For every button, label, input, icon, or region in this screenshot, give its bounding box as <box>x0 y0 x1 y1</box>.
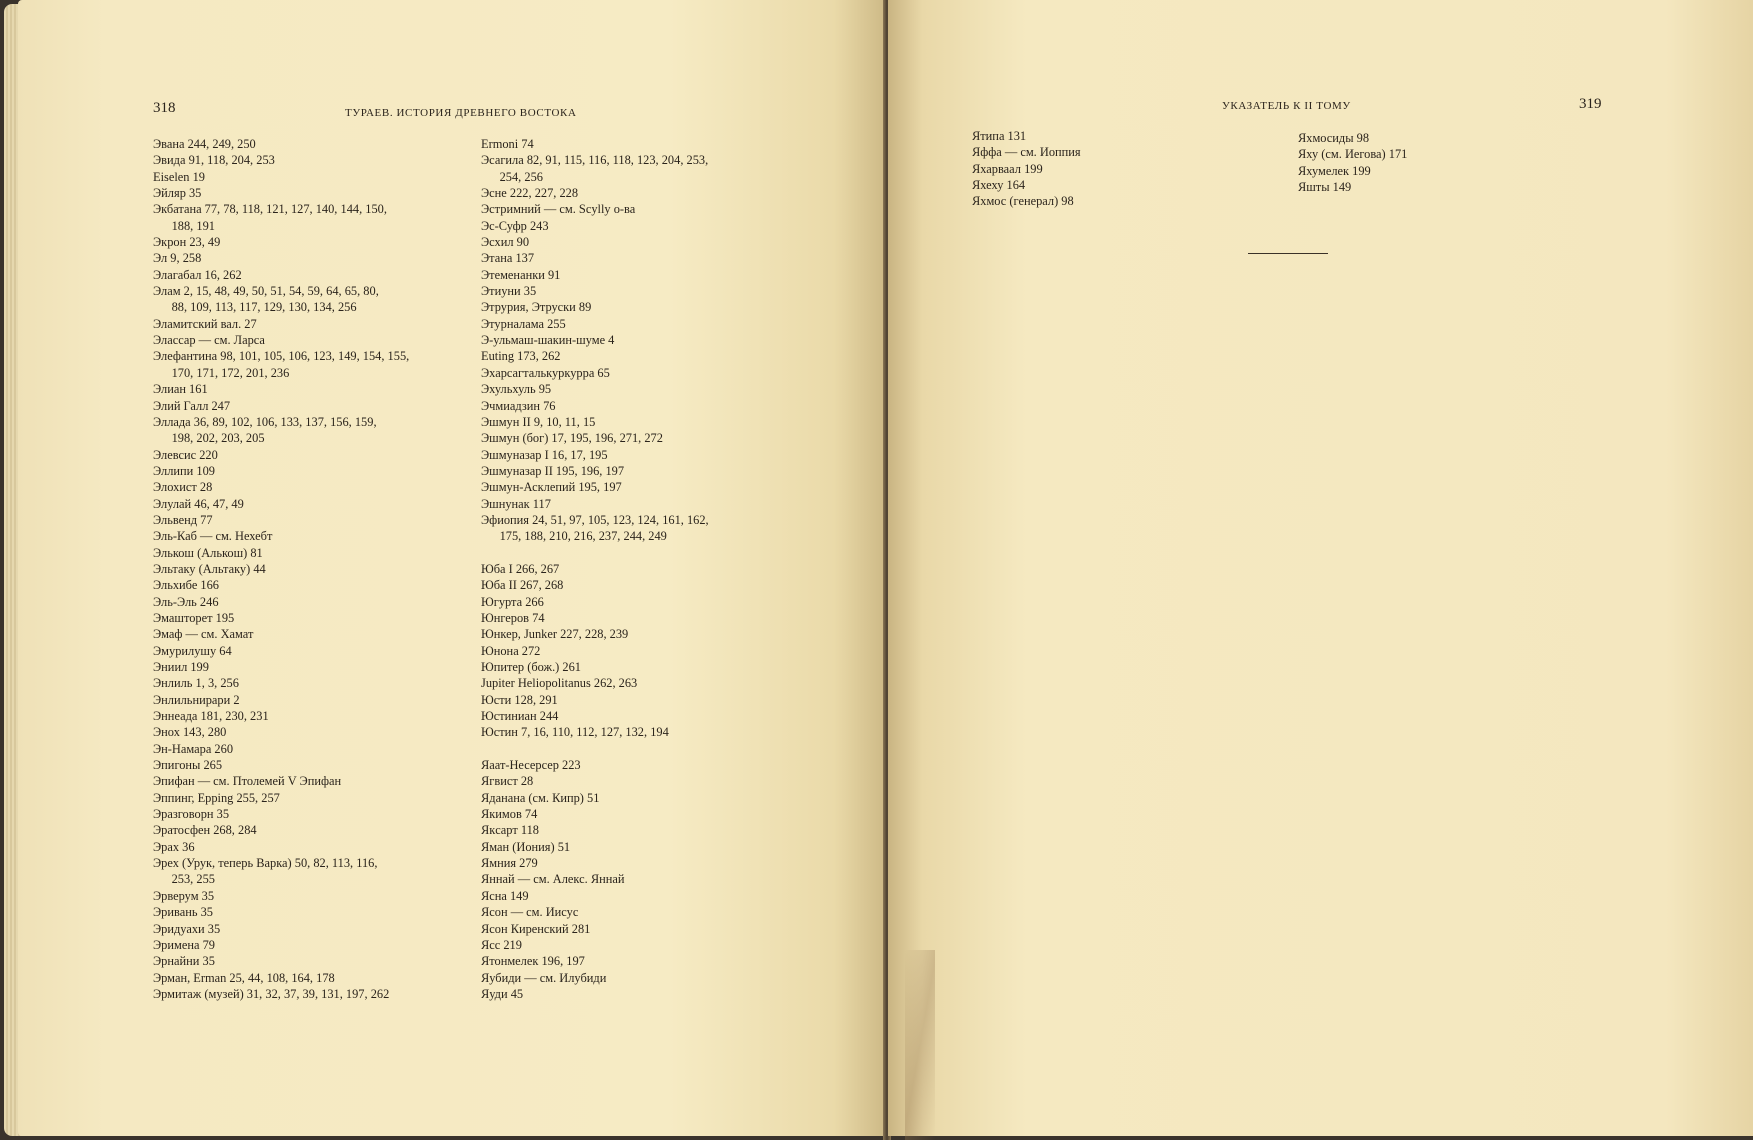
index-entry: Яданана (см. Кипр) 51 <box>481 790 600 805</box>
index-entry: Эвида 91, 118, 204, 253 <box>153 153 275 168</box>
left-index-column-2 <box>481 136 709 1002</box>
index-entry: Юнона 272 <box>481 643 541 658</box>
index-entry: Яхумелек 199 <box>1298 163 1371 178</box>
index-entry: Ясна 149 <box>481 888 529 903</box>
index-entry: Этеменанки 91 <box>481 267 561 282</box>
index-entry: Элагабал 16, 262 <box>153 267 242 282</box>
index-entry: Элам 2, 15, 48, 49, 50, 51, 54, 59, 64, 65, 80, <box>153 284 379 299</box>
index-entry: Euting 173, 262 <box>481 349 561 364</box>
index-entry: Эшмуназар II 195, 196, 197 <box>481 463 625 478</box>
index-entry: Юнкер, Junker 227, 228, 239 <box>481 627 629 642</box>
index-entry: Яху (см. Иегова) 171 <box>1298 147 1408 162</box>
index-entry: 198, 202, 203, 205 <box>153 431 265 446</box>
index-entry: Ятонмелек 196, 197 <box>481 954 585 969</box>
index-entry: Юсти 128, 291 <box>481 692 558 707</box>
index-entry: Ягвист 28 <box>481 774 534 789</box>
left-running-head: ТУРАЕВ. ИСТОРИЯ ДРЕВНЕГО ВОСТОКА <box>345 107 577 119</box>
index-entry: Элохист 28 <box>153 480 213 495</box>
index-entry: Эмаф — см. Хамат <box>153 627 254 642</box>
index-entry: Эниил 199 <box>153 660 209 674</box>
index-entry: Элевсис 220 <box>153 447 218 462</box>
index-entry: Эпигоны 265 <box>153 758 223 773</box>
page-crease <box>905 950 935 1140</box>
index-entry: Эль-Эль 246 <box>153 594 219 609</box>
index-entry: Ermoni 74 <box>481 137 534 151</box>
index-entry: Эль-Каб — см. Нехебт <box>153 529 273 544</box>
index-entry: Эс-Суфр 243 <box>481 218 549 233</box>
index-entry: Эсхил 90 <box>481 235 530 250</box>
index-entry <box>481 741 709 757</box>
right-index-column-2 <box>1298 130 1407 195</box>
index-entry: Эллада 36, 89, 102, 106, 133, 137, 156, 159, <box>153 414 377 429</box>
index-entry: Якcарт 118 <box>481 823 539 838</box>
index-entry: Э-ульмаш-шакин-шуме 4 <box>481 333 615 348</box>
end-rule <box>1248 253 1328 254</box>
index-entry: Эн-Намара 260 <box>153 741 234 756</box>
index-entry <box>481 545 709 561</box>
index-entry: Этана 137 <box>481 251 535 266</box>
index-entry: Энох 143, 280 <box>153 725 227 740</box>
index-entry: Элефантина 98, 101, 105, 106, 123, 149, 154, 155, <box>153 349 410 364</box>
index-entry: 175, 188, 210, 216, 237, 244, 249 <box>481 529 667 544</box>
index-entry: Яман (Иония) 51 <box>481 839 571 854</box>
index-entry: Эльвенд 77 <box>153 512 213 527</box>
right-page <box>888 0 1753 1136</box>
left-page <box>18 0 886 1136</box>
index-entry: Эратосфен 268, 284 <box>153 823 257 838</box>
index-entry: Яуди 45 <box>481 986 524 1001</box>
index-entry: Яхмос (генерал) 98 <box>972 194 1074 209</box>
index-entry: Этиуни 35 <box>481 284 537 299</box>
index-entry: Эсагила 82, 91, 115, 116, 118, 123, 204, 253, <box>481 153 709 168</box>
index-entry: Эрах 36 <box>153 839 195 854</box>
index-entry: Эвана 244, 249, 250 <box>153 137 256 151</box>
index-entry: Эпифан — см. Птолемей V Эпифан <box>153 774 342 789</box>
index-entry: Элассар — см. Ларса <box>153 333 265 348</box>
index-entry: Эчмиадзин 76 <box>481 398 556 413</box>
index-entry: Эльтаку (Альтаку) 44 <box>153 561 266 576</box>
index-entry: Эмашторет 195 <box>153 610 235 625</box>
index-entry: 170, 171, 172, 201, 236 <box>153 365 290 380</box>
index-entry: Этрурия, Этруски 89 <box>481 300 592 315</box>
index-entry: Эльхибе 166 <box>153 578 220 593</box>
left-page-number: 318 <box>153 100 176 116</box>
index-entry: Эшмун (бог) 17, 195, 196, 271, 272 <box>481 431 663 446</box>
index-entry: Элулай 46, 47, 49 <box>153 496 244 511</box>
index-entry: Элиан 161 <box>153 382 208 397</box>
index-entry: Энлиль 1, 3, 256 <box>153 676 239 691</box>
index-entry: Экрон 23, 49 <box>153 235 221 250</box>
index-entry: Эламитский вал. 27 <box>153 316 257 331</box>
index-entry: Эшмун-Асклепий 195, 197 <box>481 480 622 495</box>
index-entry: Эфиопия 24, 51, 97, 105, 123, 124, 161, 162, <box>481 512 709 527</box>
index-entry: Яхмосиды 98 <box>1298 131 1370 145</box>
index-entry: Эллипи 109 <box>153 463 215 478</box>
index-entry: Югурта 266 <box>481 594 544 609</box>
index-entry: Эннеада 181, 230, 231 <box>153 709 269 724</box>
index-entry: Юба II 267, 268 <box>481 578 564 593</box>
right-page-number: 319 <box>1579 96 1602 112</box>
index-entry: Эривань 35 <box>153 905 213 920</box>
index-entry: Эхарсагталькуркурра 65 <box>481 365 610 380</box>
index-entry: Эразговорн 35 <box>153 807 230 822</box>
index-entry: Яаат-Несерсер 223 <box>481 758 581 773</box>
index-entry: Элькош (Алькош) 81 <box>153 545 263 560</box>
index-entry: Яхеху 164 <box>972 178 1026 193</box>
index-entry: Якимов 74 <box>481 807 538 822</box>
right-running-head: УКАЗАТЕЛЬ К II ТОМУ <box>1222 100 1351 112</box>
index-entry: 88, 109, 113, 117, 129, 130, 134, 256 <box>153 300 357 315</box>
index-entry: Этурналама 255 <box>481 316 566 331</box>
index-entry: Эл 9, 258 <box>153 251 202 266</box>
index-entry: 188, 191 <box>153 218 215 233</box>
index-entry: Энлильнирари 2 <box>153 692 240 707</box>
index-entry: Юнгеров 74 <box>481 610 545 625</box>
index-entry: Яубиди — см. Илубиди <box>481 970 607 985</box>
index-entry: Яшты 149 <box>1298 180 1352 195</box>
index-entry: Jupiter Heliopolitanus 262, 263 <box>481 676 638 691</box>
index-entry: Эстримний — см. Scylly о-ва <box>481 202 636 217</box>
index-entry: Экбатана 77, 78, 118, 121, 127, 140, 144, 150, <box>153 202 387 217</box>
index-entry: Элий Галл 247 <box>153 398 231 413</box>
index-entry: Эрнайни 35 <box>153 954 215 969</box>
index-entry: Эхульхуль 95 <box>481 382 552 397</box>
index-entry: Эмурилушу 64 <box>153 643 232 658</box>
index-entry: Эшмун II 9, 10, 11, 15 <box>481 414 596 429</box>
index-entry: Юстин 7, 16, 110, 112, 127, 132, 194 <box>481 725 669 740</box>
index-entry: Эридуахи 35 <box>153 921 221 936</box>
index-entry: Юба I 266, 267 <box>481 561 560 576</box>
index-entry: Юпитер (бож.) 261 <box>481 660 581 674</box>
index-entry: Яхарваал 199 <box>972 161 1043 176</box>
index-entry: Эрех (Урук, теперь Варка) 50, 82, 113, 116, <box>153 856 378 871</box>
index-entry: Эйляр 35 <box>153 186 202 201</box>
index-entry: Ятипа 131 <box>972 129 1027 143</box>
index-entry: Эшнунак 117 <box>481 496 551 511</box>
index-entry: Яффа — см. Иоппия <box>972 145 1081 160</box>
index-entry: Эппинг, Epping 255, 257 <box>153 790 280 805</box>
index-entry: Эримена 79 <box>153 937 215 952</box>
index-entry: 254, 256 <box>481 169 543 184</box>
index-entry: Юстиниан 244 <box>481 709 559 724</box>
index-entry: Eiselen 19 <box>153 169 205 184</box>
index-entry: 253, 255 <box>153 872 215 887</box>
index-entry: Эрверум 35 <box>153 888 215 903</box>
index-entry: Ямния 279 <box>481 856 538 871</box>
index-entry: Эрман, Erman 25, 44, 108, 164, 178 <box>153 970 335 985</box>
left-index-column-1 <box>153 136 409 1002</box>
index-entry: Ясон Киренский 281 <box>481 921 591 936</box>
index-entry: Ясон — см. Иисус <box>481 905 579 920</box>
index-entry: Эшмуназар I 16, 17, 195 <box>481 447 608 462</box>
index-entry: Ясс 219 <box>481 937 522 952</box>
index-entry: Эсне 222, 227, 228 <box>481 186 579 201</box>
index-entry: Эрмитаж (музей) 31, 32, 37, 39, 131, 197, 262 <box>153 986 390 1001</box>
index-entry: Яннай — см. Алекс. Яннай <box>481 872 625 887</box>
right-index-column-1 <box>972 128 1081 210</box>
